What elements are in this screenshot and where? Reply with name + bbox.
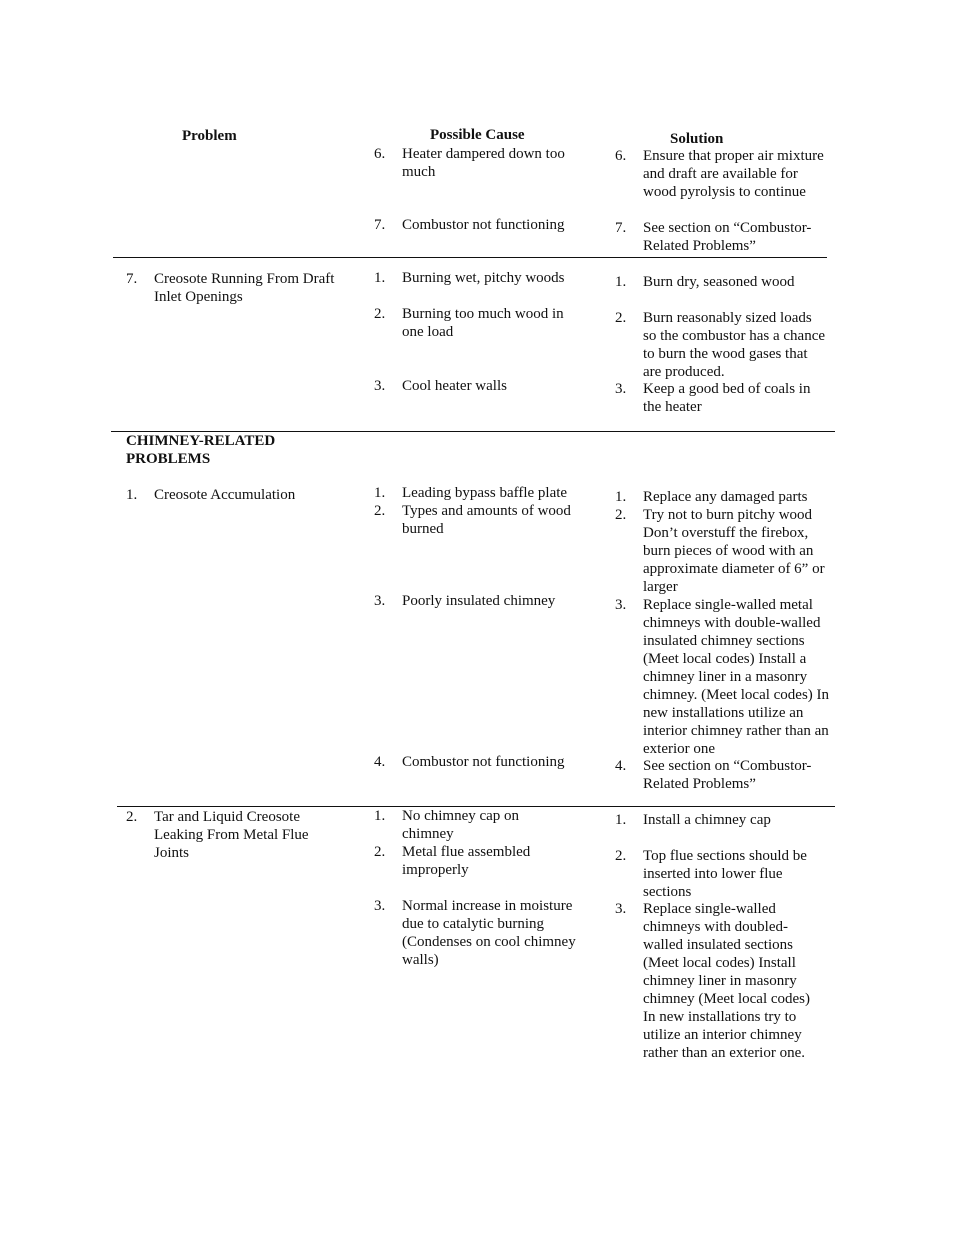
solution-number: 2. (615, 310, 627, 326)
problem-text: Tar and Liquid Creosote Leaking From Metal Flue Joints (154, 809, 309, 861)
solution-number: 2. (615, 507, 627, 523)
cause-number: 2. (374, 844, 386, 860)
header-problem: Problem (182, 128, 237, 144)
solution-number: 2. (615, 848, 627, 864)
cause-number: 4. (374, 754, 386, 770)
solution-number: 1. (615, 489, 627, 505)
cause-text: Burning wet, pitchy woods (402, 270, 565, 286)
problem-number: 7. (126, 271, 138, 287)
solution-text: Install a chimney cap (643, 812, 771, 828)
problem-text: Creosote Running From Draft Inlet Openings (154, 271, 335, 305)
cause-number: 3. (374, 593, 386, 609)
solution-text: Try not to burn pitchy wood Don’t overstuff the firebox, burn pieces of wood with an approximate diameter of 6” or larger (643, 507, 825, 595)
solution-text: Replace single-walled chimneys with doubled-walled insulated sections (Meet local codes) Install chimney liner in masonry chimney (Meet local codes) In new installations try to utilize an interior chimney rather than an exterior one. (643, 901, 811, 1061)
cause-text: Cool heater walls (402, 378, 507, 394)
section-heading-line1: CHIMNEY-RELATED (126, 433, 276, 449)
cause-text: Combustor not functioning (402, 217, 565, 233)
cause-text: Heater dampered down too much (402, 146, 565, 180)
cause-number: 3. (374, 898, 386, 914)
solution-text: Replace any damaged parts (643, 489, 808, 505)
cause-text: No chimney cap on chimney (402, 808, 520, 842)
cause-number: 2. (374, 306, 386, 322)
cause-text: Poorly insulated chimney (402, 593, 556, 609)
header-possible-cause: Possible Cause (430, 127, 525, 143)
cause-number: 1. (374, 270, 386, 286)
solution-number: 4. (615, 758, 627, 774)
cause-text: Normal increase in moisture due to catalytic burning (Condenses on cool chimney walls) (402, 898, 576, 968)
cause-number: 1. (374, 485, 386, 501)
solution-number: 3. (615, 901, 627, 917)
solution-text: Keep a good bed of coals in the heater (643, 381, 811, 415)
solution-text: See section on “Combustor-Related Problems” (643, 220, 812, 254)
cause-text: Types and amounts of wood burned (402, 503, 571, 537)
problem-number: 1. (126, 487, 138, 503)
solution-number: 6. (615, 148, 627, 164)
cause-text: Burning too much wood in one load (402, 306, 564, 340)
solution-text: Top flue sections should be inserted into lower flue sections (643, 848, 807, 900)
cause-text: Leading bypass baffle plate (402, 485, 568, 501)
solution-number: 3. (615, 381, 627, 397)
cause-number: 2. (374, 503, 386, 519)
solution-number: 1. (615, 812, 627, 828)
row-divider (113, 257, 827, 258)
cause-number: 6. (374, 146, 386, 162)
cause-number: 1. (374, 808, 386, 824)
cause-text: Combustor not functioning (402, 754, 565, 770)
solution-number: 7. (615, 220, 627, 236)
header-solution: Solution (670, 131, 724, 147)
solution-number: 3. (615, 597, 627, 613)
solution-number: 1. (615, 274, 627, 290)
solution-text: Replace single-walled metal chimneys with double-walled insulated chimney sections (Meet local codes) Install a chimney liner in a masonry chimney. (Meet local codes) In new installations utilize an interior chimney rather than an exterior one (643, 597, 830, 757)
cause-number: 7. (374, 217, 386, 233)
problem-text: Creosote Accumulation (154, 487, 296, 503)
solution-text: See section on “Combustor-Related Problems” (643, 758, 812, 792)
section-heading-line2: PROBLEMS (126, 451, 211, 467)
solution-text: Burn dry, seasoned wood (643, 274, 795, 290)
solution-text: Burn reasonably sized loads so the combustor has a chance to burn the wood gases that are produced. (643, 310, 826, 380)
solution-text: Ensure that proper air mixture and draft are available for wood pyrolysis to continue (643, 148, 824, 200)
cause-text: Metal flue assembled improperly (402, 844, 531, 878)
problem-number: 2. (126, 809, 138, 825)
cause-number: 3. (374, 378, 386, 394)
